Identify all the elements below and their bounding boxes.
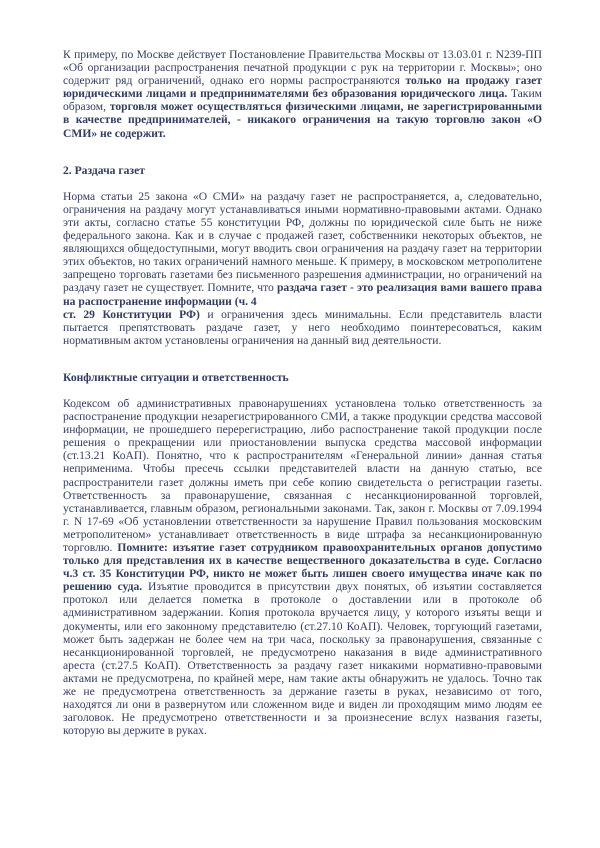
paragraph	[63, 48, 542, 140]
emphasis-text: торговля может осуществляться физическими лицами, не зарегистрированными в качестве предпринимателей, - никакого ограничения на такую торговлю закон «О СМИ» не содержит.	[63, 100, 542, 140]
body-text: Кодексом об административных правонарушениях установлена только ответственность за распостранение продукции незарегистрированного СМИ, а также продукции средства массовой информации, не прошедшего перерегистрацию, либо распостранение такой продукции после решения о прекращении или приостановлении выпуска средства массовой информации (ст.13.21 КоАП). Понятно, что к распространителям «Генеральной линии» данная статья неприменима. Чтобы пресечь ссылки представителей власти на данную статью, все распространители газет должны иметь при себе копию свидетельста о регистрации газеты. Ответственность за правонарушение, связанная с несанкционированной торговлей, устанавливается, главным образом, региональными законами. Так, закон г. Москвы от 7.09.1994 г. N 17-69 «Об установлении ответственности за нарушение Правил пользования московским метрополитеном» устанавливает ответственность в виде штрафа за несанкционированную торговлю.	[63, 396, 542, 554]
body-text: К примеру, по Москве действует Постановление Правительства Москвы от 13.03.01 г. N239-ПП «Об организации распространения печатной продукции с рук на территории г. Москвы»; оно содержит ряд ограничений, однако его нормы распространяются	[63, 48, 542, 88]
section-heading: 2. Раздача газет	[63, 163, 145, 177]
emphasis-text: только на продажу газет юридическими лицами и предпринимателями без образования юридического лица.	[63, 74, 542, 101]
emphasis-text: ст. 29 Конституции РФ)	[63, 307, 200, 321]
emphasis-text: Помните: изъятие газет сотрудником правоохранительных органов допустимо только для представления их в качестве вещественного доказательства в суде. Согласно ч.3 ст. 35 Конституции РФ, никто не может быть лишен своего имущества иначе как по решению суда.	[63, 541, 542, 594]
body-text: Изъятие проводится в присутствии двух понятых, об изъятии составляется протокол или делается пометка в протоколе о доставлении или в протоколе об административном задержании. Копия протокола вручается лицу, у которого изъяты вещи и документы, или его законному представителю (ст.27.10 КоАП). Человек, торгующий газетами, может быть задержан не более чем на три часа, поскольку за правонарушения, связанные с несанкционированной торговлей, не предусмотрено наказания в виде административного ареста (ст.27.5 КоАП). Ответственность за раздачу газет никакими нормативно-правовыми актами не предусмотрена, по крайней мере, нам такие акты обнаружить не удалось. Точно так же не предусмотрена ответственность за держание газеты в руках, независимо от того, находятся ли они в развернутом или сложенном виде и виден ли проходящим мимо людям ее заголовок. Не предусмотрено ответственности и за произнесение вслух названия газеты, которую вы держите в руках.	[63, 580, 542, 738]
document-body	[63, 48, 542, 737]
paragraph	[63, 190, 542, 347]
body-text: Норма статьи 25 закона «О СМИ» на раздачу газет не распространяется, а, следовательно, ограничения на раздачу могут устанавливаться иными нормативно-правовыми актами. Однако эти акты, согласно статье 55 конституции РФ, должны по юридической силе быть не ниже федерального закона. Как и в случае с продажей газет, собственники некоторых объектов, не являющихся общедоступными, могут вводить свои ограничения на раздачу газет на территории этих объектов, но таких ограничений намного меньше. К примеру, в московском метрополитене запрещено торговать газетами без письменного разрешения администрации, но ограничений на раздачу газет не существует. Помните, что	[63, 189, 542, 295]
body-text: и ограничения здесь минимальны. Если представитель власти пытается препятствовать раздаче газет, у него необходимо поинтересоваться, каким нормативным актом установлены ограничения на данный вид деятельности.	[63, 307, 542, 347]
body-text: Таким образом,	[63, 87, 542, 114]
emphasis-text: раздача газет - это реализация вами вашего права на распостранение информации (ч. 4	[63, 281, 542, 308]
paragraph	[63, 397, 542, 737]
section-heading: Конфликтные ситуации и ответственность	[63, 370, 289, 384]
